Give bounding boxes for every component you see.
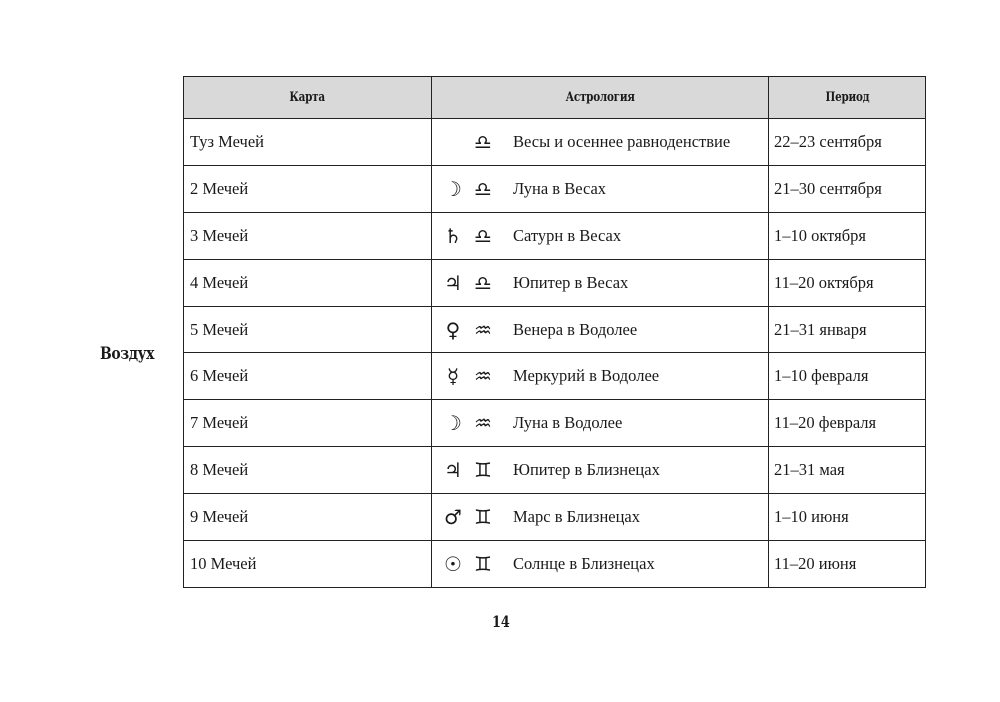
astrology-text: Юпитер в Близнецах bbox=[513, 460, 660, 480]
card-name: 9 Мечей bbox=[184, 494, 432, 541]
gemini-icon: ♊ bbox=[474, 458, 492, 483]
table-row bbox=[184, 165, 926, 212]
astrology-cell bbox=[432, 541, 769, 588]
period: 11–20 июня bbox=[769, 541, 926, 588]
period: 22–23 сентября bbox=[769, 119, 926, 166]
astrology-cell bbox=[432, 400, 769, 447]
astrology-text: Солнце в Близнецах bbox=[513, 553, 655, 573]
table-row bbox=[184, 447, 926, 494]
period: 1–10 октября bbox=[769, 212, 926, 259]
card-name: 10 Мечей bbox=[184, 541, 432, 588]
libra-icon: ♎ bbox=[474, 176, 492, 201]
header-astrology: Астрология bbox=[432, 77, 769, 119]
mercury-icon: ☿ bbox=[446, 364, 460, 389]
jupiter-icon: ♃ bbox=[444, 270, 462, 295]
period: 21–31 мая bbox=[769, 447, 926, 494]
venus-icon: ♀ bbox=[445, 317, 461, 342]
table-row bbox=[184, 400, 926, 447]
page-number: 14 bbox=[492, 612, 510, 631]
gemini-icon: ♊ bbox=[474, 551, 492, 576]
card-name: 2 Мечей bbox=[184, 165, 432, 212]
card-name: 8 Мечей bbox=[184, 447, 432, 494]
astrology-cell bbox=[432, 119, 769, 166]
moon-icon: ☽ bbox=[444, 176, 462, 201]
table-row bbox=[184, 306, 926, 353]
astrology-text: Весы и осеннее равноденствие bbox=[513, 131, 731, 151]
period: 11–20 февраля bbox=[769, 400, 926, 447]
table-row bbox=[184, 212, 926, 259]
period: 21–31 января bbox=[769, 306, 926, 353]
libra-icon: ♎ bbox=[474, 129, 492, 154]
period: 21–30 сентября bbox=[769, 165, 926, 212]
astrology-cell bbox=[432, 353, 769, 400]
header-card: Карта bbox=[184, 77, 432, 119]
astrology-cell bbox=[432, 165, 769, 212]
astrology-cell bbox=[432, 494, 769, 541]
header-period: Период bbox=[769, 77, 926, 119]
mars-icon: ♂ bbox=[444, 505, 462, 530]
table-row bbox=[184, 494, 926, 541]
astrology-cell bbox=[432, 306, 769, 353]
card-name: 4 Мечей bbox=[184, 259, 432, 306]
astrology-text: Марс в Близнецах bbox=[513, 507, 641, 527]
card-name: Туз Мечей bbox=[184, 119, 432, 166]
astrology-cell bbox=[432, 259, 769, 306]
element-label: Воздух bbox=[100, 344, 155, 364]
aquarius-icon: ♒ bbox=[474, 317, 492, 342]
table-row bbox=[184, 541, 926, 588]
sun-icon: ☉ bbox=[444, 551, 462, 576]
table-row bbox=[184, 353, 926, 400]
astrology-text: Юпитер в Весах bbox=[513, 272, 629, 292]
astrology-text: Венера в Водолее bbox=[513, 319, 638, 339]
card-astrology-table bbox=[183, 76, 926, 588]
libra-icon: ♎ bbox=[474, 223, 492, 248]
table-header-row bbox=[184, 77, 926, 119]
period: 1–10 июня bbox=[769, 494, 926, 541]
period: 1–10 февраля bbox=[769, 353, 926, 400]
jupiter-icon: ♃ bbox=[444, 458, 462, 483]
card-name: 5 Мечей bbox=[184, 306, 432, 353]
table-row bbox=[184, 119, 926, 166]
card-name: 6 Мечей bbox=[184, 353, 432, 400]
aquarius-icon: ♒ bbox=[474, 411, 492, 436]
astrology-cell bbox=[432, 212, 769, 259]
card-name: 7 Мечей bbox=[184, 400, 432, 447]
astrology-text: Меркурий в Водолее bbox=[513, 366, 660, 386]
saturn-icon: ♄ bbox=[444, 223, 462, 248]
aquarius-icon: ♒ bbox=[474, 364, 492, 389]
moon-icon: ☽ bbox=[444, 411, 462, 436]
gemini-icon: ♊ bbox=[474, 505, 492, 530]
astrology-cell bbox=[432, 447, 769, 494]
table-row bbox=[184, 259, 926, 306]
astrology-text: Луна в Водолее bbox=[513, 413, 623, 433]
libra-icon: ♎ bbox=[474, 270, 492, 295]
astrology-text: Сатурн в Весах bbox=[513, 225, 622, 245]
card-name: 3 Мечей bbox=[184, 212, 432, 259]
astrology-text: Луна в Весах bbox=[513, 178, 607, 198]
period: 11–20 октября bbox=[769, 259, 926, 306]
